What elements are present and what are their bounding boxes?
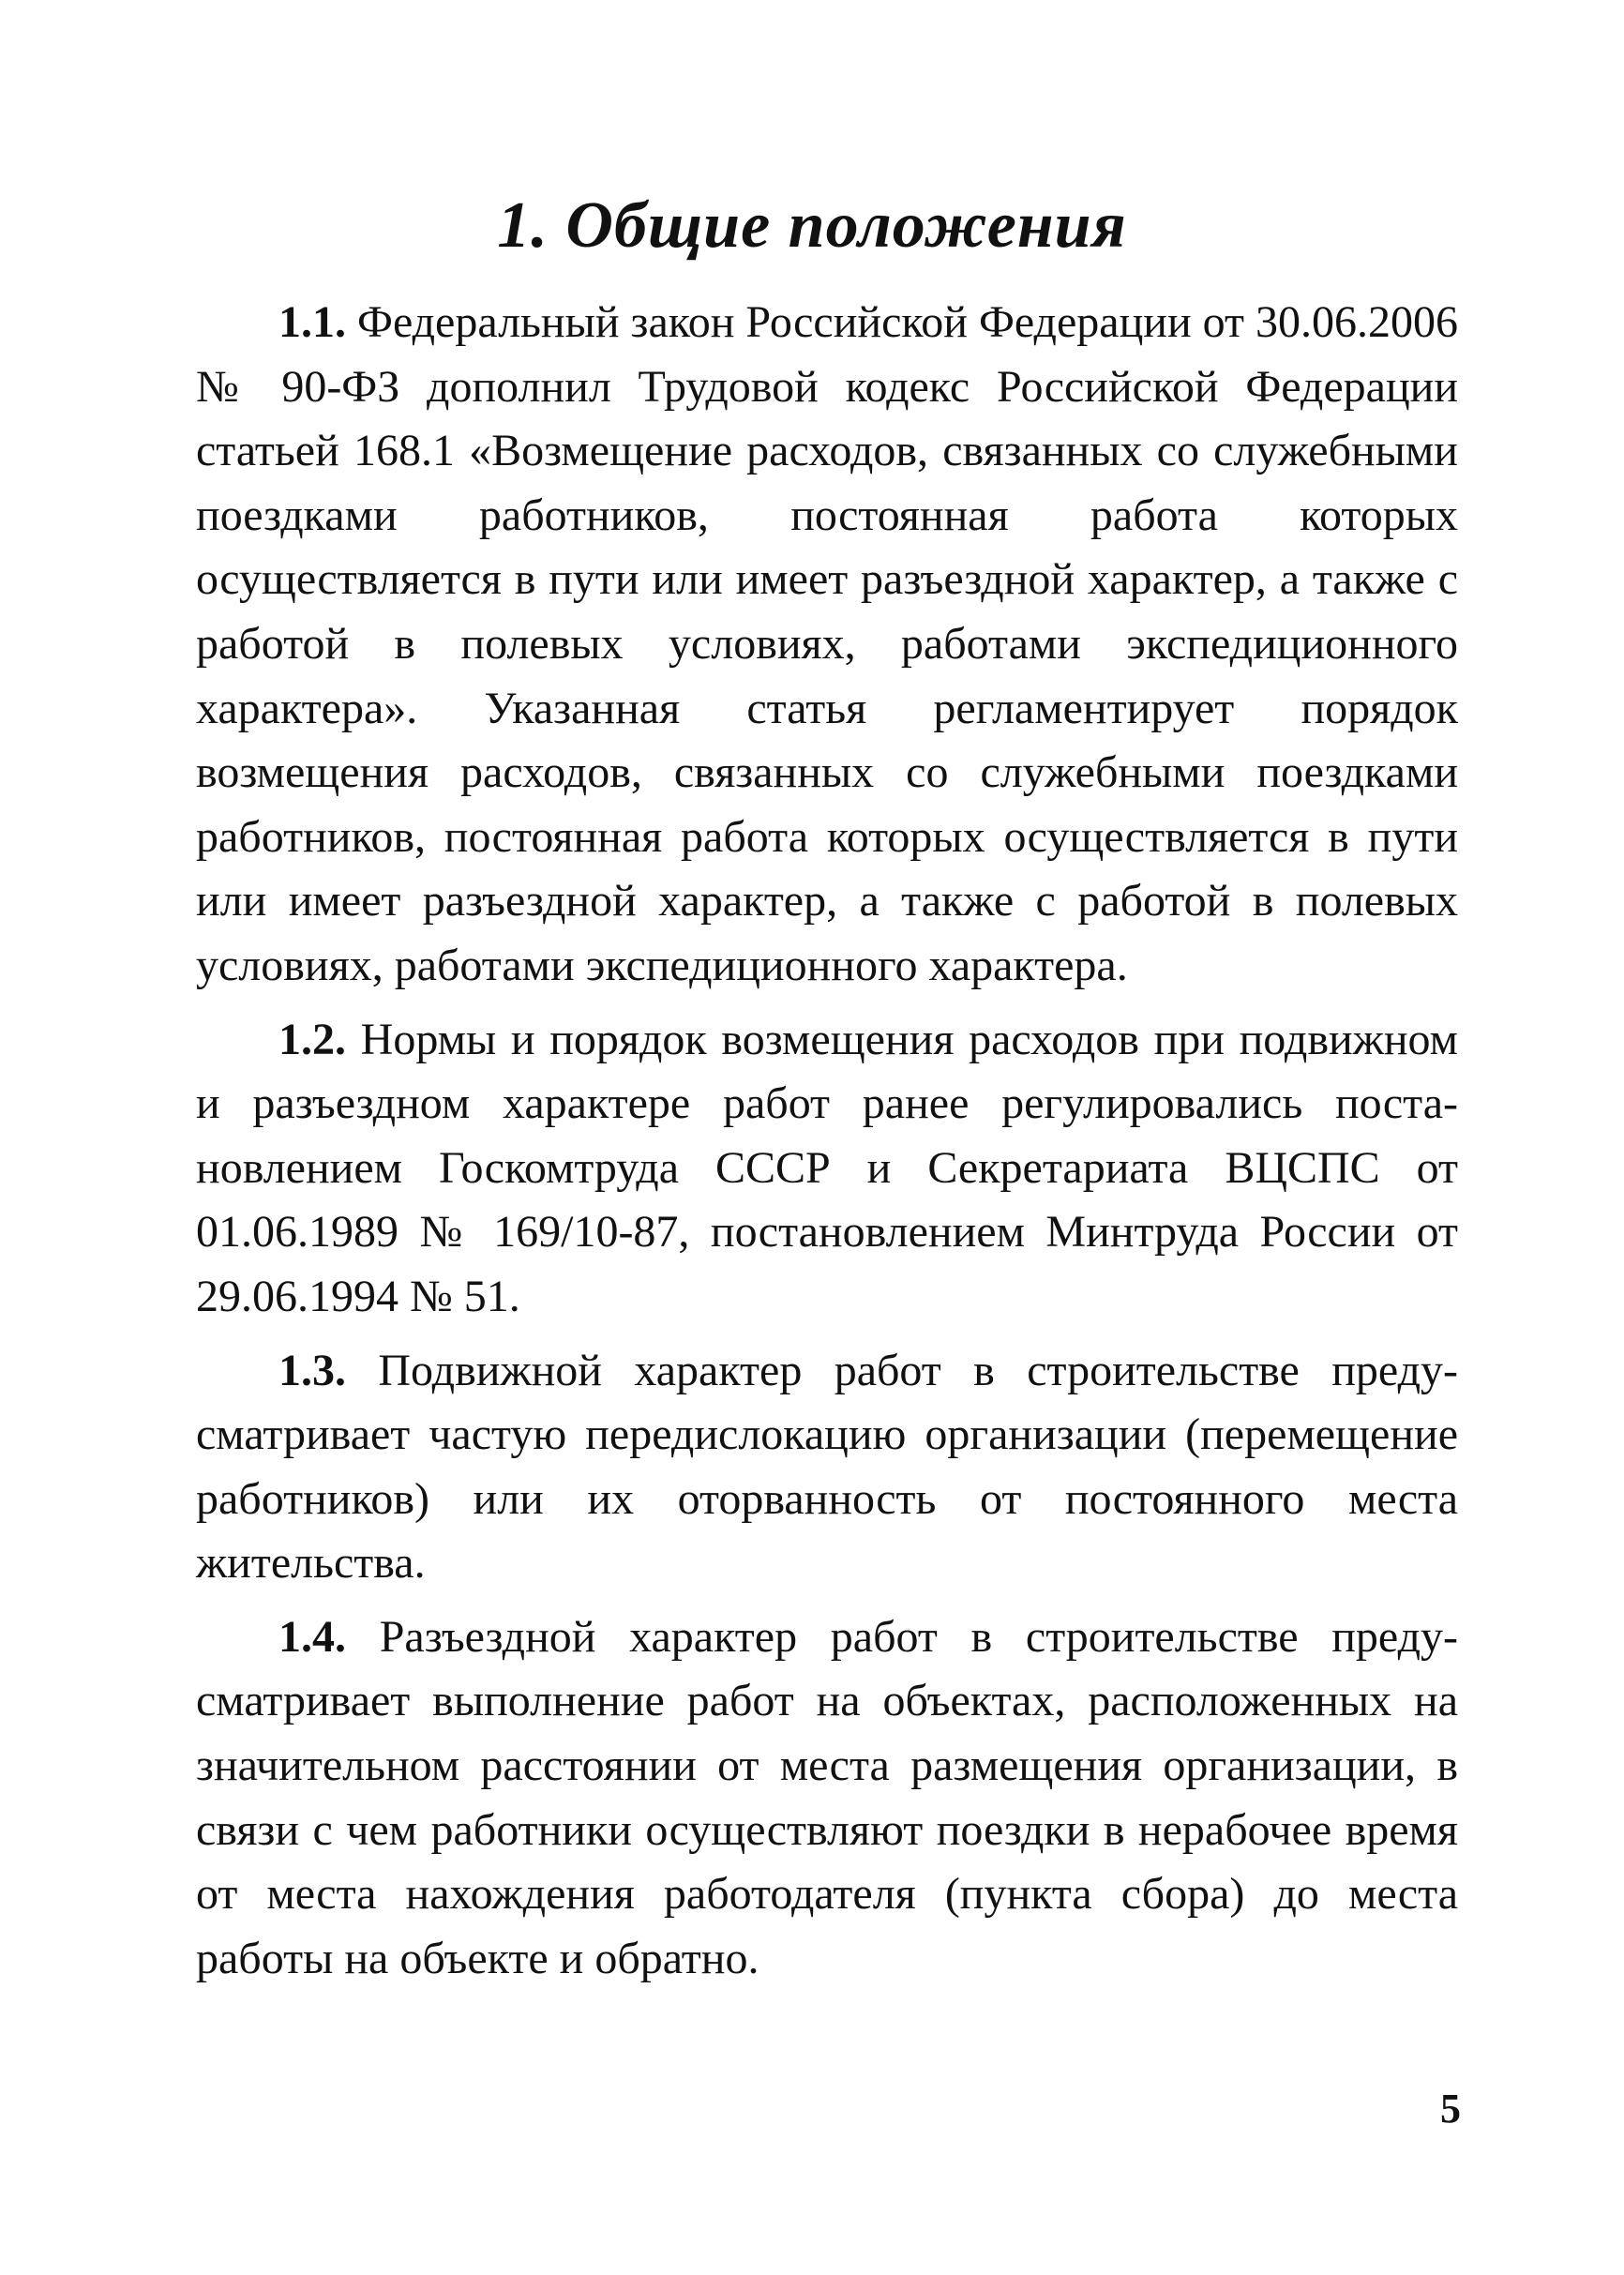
paragraph-text: Разъездной характер работ в строительстве предусматривает выполнение работ на объектах, расположенных на значительном расстоянии от места размещения организации, в связи с чем работники осуществляют поездки в нерабочее время от места нахождения работодателя (пункта сбора) до места работы на объекте и обратно. xyxy=(196,1611,1459,1983)
paragraph-text: Федеральный закон Российской Федерации от 30.06.2006 № 90-ФЗ дополнил Трудовой кодекс Российской Федерации статьей 168.1 «Возмещение расходов, связанных со служебными поездками работников, постоянная работа которых осуществляется в пути или имеет разъездной характер, а также с работой в полевых условиях, работами экспедиционного характера». Указанная статья регламентирует порядок возмещения расходов, связанных со служебными поездками работников, постоянная работа которых осуществляется в пути или имеет разъездной характер, а также с работой в полевых условиях, работами экспедиционного характера. xyxy=(196,297,1459,990)
paragraph-text: Нормы и порядок возмещения расходов при подвижном и разъездном характере работ ранее регулировались постановлением Госкомтруда СССР и Секретариата ВЦСПС от 01.06.1989 № 169/10-87, постановлением Минтруда России от 29.06.1994 № 51. xyxy=(196,1014,1459,1321)
section-heading: 1. Общие положения xyxy=(497,189,1127,262)
paragraph-1-3 xyxy=(196,1339,1458,1596)
paragraph-1-1 xyxy=(196,291,1458,999)
page-number: 5 xyxy=(1440,2086,1461,2132)
paragraph-1-4 xyxy=(196,1605,1458,1992)
paragraph-text: Подвижной характер работ в строительстве предусматривает частую передислокацию организации (перемещение работников) или их оторванность от постоянного места жительства. xyxy=(196,1345,1459,1589)
paragraph-1-2 xyxy=(196,1008,1458,1330)
section-body xyxy=(196,291,1458,2000)
paragraph-number: 1.3. xyxy=(278,1345,346,1395)
paragraph-number: 1.2. xyxy=(278,1014,346,1064)
paragraph-number: 1.4. xyxy=(278,1611,346,1662)
paragraph-number: 1.1. xyxy=(278,297,346,347)
